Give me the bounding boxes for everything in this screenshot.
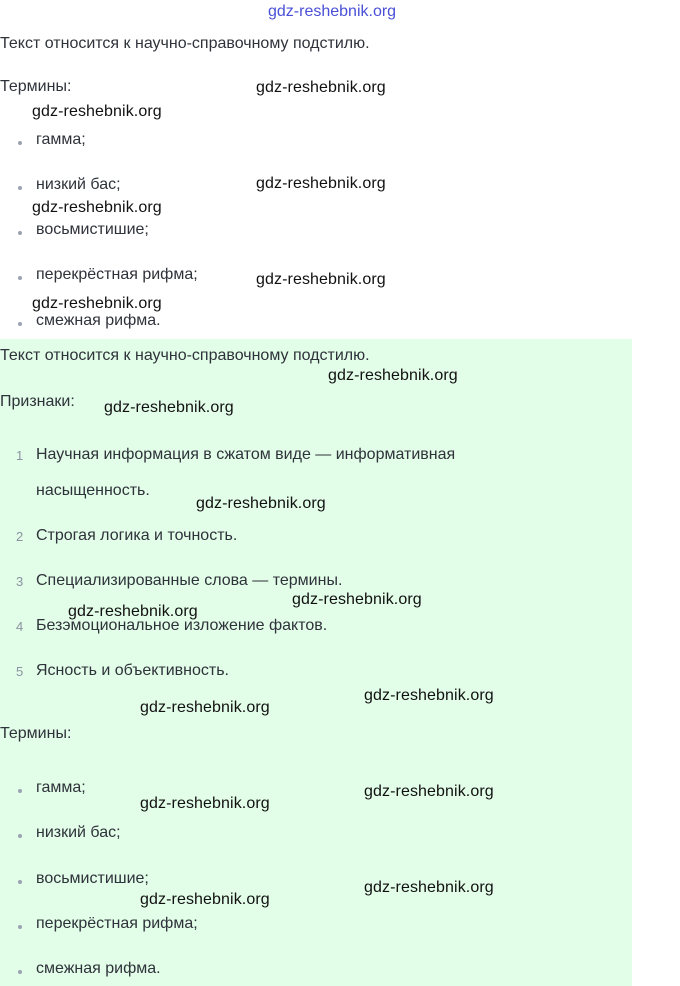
- feature-text: Научная информация в сжатом виде — информативная: [36, 446, 456, 463]
- item-number: 5: [16, 664, 24, 679]
- watermark-text: gdz-reshebnik.org: [68, 603, 198, 620]
- watermark-text: gdz-reshebnik.org: [364, 879, 494, 896]
- site-header-link[interactable]: gdz-reshebnik.org: [268, 3, 397, 20]
- watermark-text: gdz-reshebnik.org: [140, 699, 270, 716]
- bullet-icon: [18, 925, 22, 929]
- term-text: восьмистишие;: [36, 221, 149, 238]
- term-text: перекрёстная рифма;: [36, 266, 198, 283]
- term-text: гамма;: [36, 131, 86, 148]
- watermark-text: gdz-reshebnik.org: [196, 495, 326, 512]
- watermark-text: gdz-reshebnik.org: [292, 591, 422, 608]
- term-text: перекрёстная рифма;: [36, 915, 198, 932]
- feature-text: Строгая логика и точность.: [36, 527, 238, 544]
- watermark-text: gdz-reshebnik.org: [256, 175, 386, 192]
- bullet-icon: [18, 141, 22, 145]
- bullet-icon: [18, 231, 22, 235]
- watermark-text: gdz-reshebnik.org: [104, 399, 234, 416]
- feature-text: Ясность и объективность.: [36, 662, 229, 679]
- bullet-icon: [18, 186, 22, 190]
- item-number: 3: [16, 574, 24, 589]
- term-text: смежная рифма.: [36, 312, 161, 329]
- term-text: низкий бас;: [36, 824, 121, 841]
- section1-intro: Текст относится к научно-справочному подстилю.: [0, 35, 370, 52]
- bullet-icon: [18, 322, 22, 326]
- watermark-text: gdz-reshebnik.org: [32, 103, 162, 120]
- item-number: 2: [16, 529, 24, 544]
- watermark-text: gdz-reshebnik.org: [256, 79, 386, 96]
- item-number: 4: [16, 619, 24, 634]
- watermark-text: gdz-reshebnik.org: [140, 891, 270, 908]
- term-text: гамма;: [36, 779, 86, 796]
- watermark-text: gdz-reshebnik.org: [140, 795, 270, 812]
- term-text: восьмистишие;: [36, 870, 149, 887]
- watermark-text: gdz-reshebnik.org: [328, 367, 458, 384]
- feature-text: Специализированные слова — термины.: [36, 572, 343, 589]
- watermark-text: gdz-reshebnik.org: [364, 783, 494, 800]
- section1-terms-label: Термины:: [0, 78, 72, 95]
- bullet-icon: [18, 970, 22, 974]
- section2-features-label: Признаки:: [0, 393, 75, 410]
- watermark-text: gdz-reshebnik.org: [364, 687, 494, 704]
- watermark-text: gdz-reshebnik.org: [256, 271, 386, 288]
- watermark-text: gdz-reshebnik.org: [32, 295, 162, 312]
- item-number: 1: [16, 448, 24, 463]
- feature-text-cont: насыщенность.: [36, 482, 150, 499]
- term-text: низкий бас;: [36, 176, 121, 193]
- section2-intro: Текст относится к научно-справочному подстилю.: [0, 347, 370, 364]
- bullet-icon: [18, 834, 22, 838]
- bullet-icon: [18, 276, 22, 280]
- feature-text: Безэмоциональное изложение фактов.: [36, 617, 328, 634]
- watermark-text: gdz-reshebnik.org: [32, 199, 162, 216]
- term-text: смежная рифма.: [36, 960, 161, 977]
- section2-terms-label: Термины:: [0, 725, 72, 742]
- bullet-icon: [18, 789, 22, 793]
- bullet-icon: [18, 880, 22, 884]
